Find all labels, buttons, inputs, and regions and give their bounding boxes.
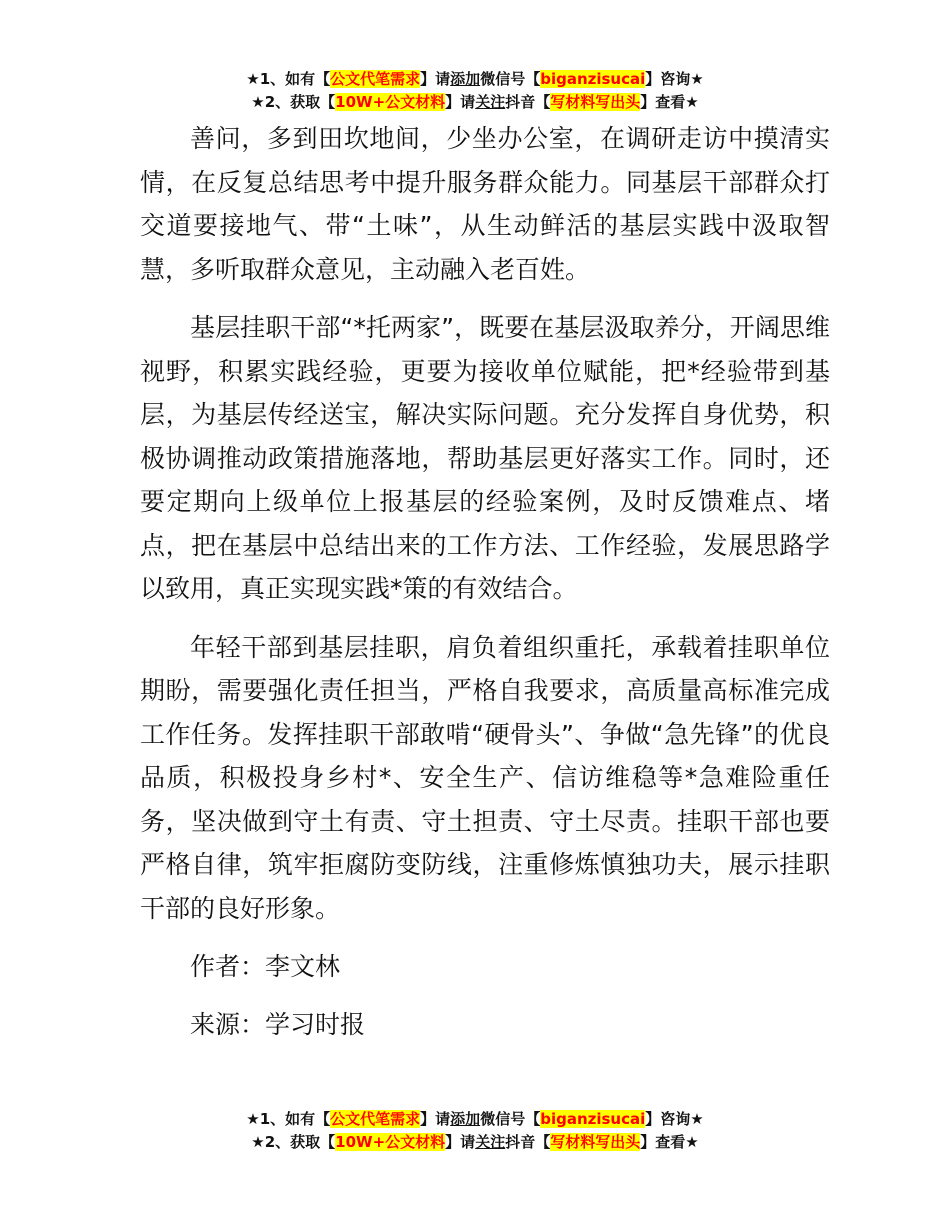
banner-text: 1、如有【 [259,1110,331,1128]
banner-text: 】咨询 [645,70,691,88]
highlight-wechat-id: biganzisucai [540,1110,646,1128]
paragraph: 基层挂职干部“*托两家”，既要在基层汲取养分，开阔思维视野，积累实践经验，更要为接收单位赋能，把*经验带到基层，为基层传经送宝，解决实际问题。充分发挥自身优势，积极协调推动政策措施落地，帮助基层更好落实工作。同时，还要定期向上级单位上报基层的经验案例，及时反馈难点、堵点，把在基层中总结出来的工作方法、工作经验，发展思路学以致用，真正实现实践*策的有效结合。 [140,313,830,603]
banner-line-2 [0,1131,950,1154]
banner-underlined: 添加 [450,1110,481,1128]
star-icon: ★ [690,70,704,88]
banner-line-1 [0,68,950,91]
banner-text: 微信号【 [480,1110,541,1128]
banner-text: 2、获取【 [264,1133,336,1151]
star-icon: ★ [685,1133,699,1151]
highlight-materials: 10W+公文材料 [335,1133,446,1151]
document-body [140,117,830,1060]
source-line: 来源：学习时报 [190,1009,366,1039]
author-line: 作者：李文林 [190,952,341,981]
highlight-douyin: 写材料写出头 [550,1133,641,1151]
banner-text: 】查看 [640,93,686,111]
highlight-wechat-id: biganzisucai [540,70,646,88]
banner-text: 】查看 [640,1133,686,1151]
banner-text: 】请 [420,1110,451,1128]
highlight-service: 公文代笔需求 [330,1110,421,1128]
banner-text: 抖音【 [505,1133,551,1151]
header-banner [0,68,950,114]
paragraph: 善问，多到田坎地间，少坐办公室，在调研走访中摸清实情，在反复总结思考中提升服务群众能力。同基层干部群众打交道要接地气、带“土味”，从生动鲜活的基层实践中汲取智慧，多听取群众意见，主动融入老百姓。 [140,124,830,284]
star-icon: ★ [685,93,699,111]
highlight-service: 公文代笔需求 [330,70,421,88]
banner-text: 】请 [420,70,451,88]
banner-line-2 [0,91,950,114]
banner-text: 微信号【 [480,70,541,88]
banner-underlined: 关注 [475,1133,506,1151]
banner-text: 抖音【 [505,93,551,111]
banner-underlined: 关注 [475,93,506,111]
paragraph: 年轻干部到基层挂职，肩负着组织重托，承载着挂职单位期盼，需要强化责任担当，严格自我要求，高质量高标准完成工作任务。发挥挂职干部敢啃“硬骨头”、争做“急先锋”的优良品质，积极投身乡村*、安全生产、信访维稳等*急难险重任务，坚决做到守土有责、守土担责、守土尽责。挂职干部也要严格自律，筑牢拒腐防变防线，注重修炼慎独功夫，展示挂职干部的良好形象。 [140,632,830,923]
star-icon: ★ [246,70,260,88]
banner-underlined: 添加 [450,70,481,88]
highlight-materials: 10W+公文材料 [335,93,446,111]
banner-text: 】请 [445,1133,476,1151]
star-icon: ★ [690,1110,704,1128]
banner-text: 】请 [445,93,476,111]
star-icon: ★ [246,1110,260,1128]
banner-line-1 [0,1108,950,1131]
star-icon: ★ [251,1133,265,1151]
banner-text: 2、获取【 [264,93,336,111]
banner-text: 】咨询 [645,1110,691,1128]
footer-banner [0,1108,950,1154]
star-icon: ★ [251,93,265,111]
highlight-douyin: 写材料写出头 [550,93,641,111]
banner-text: 1、如有【 [259,70,331,88]
